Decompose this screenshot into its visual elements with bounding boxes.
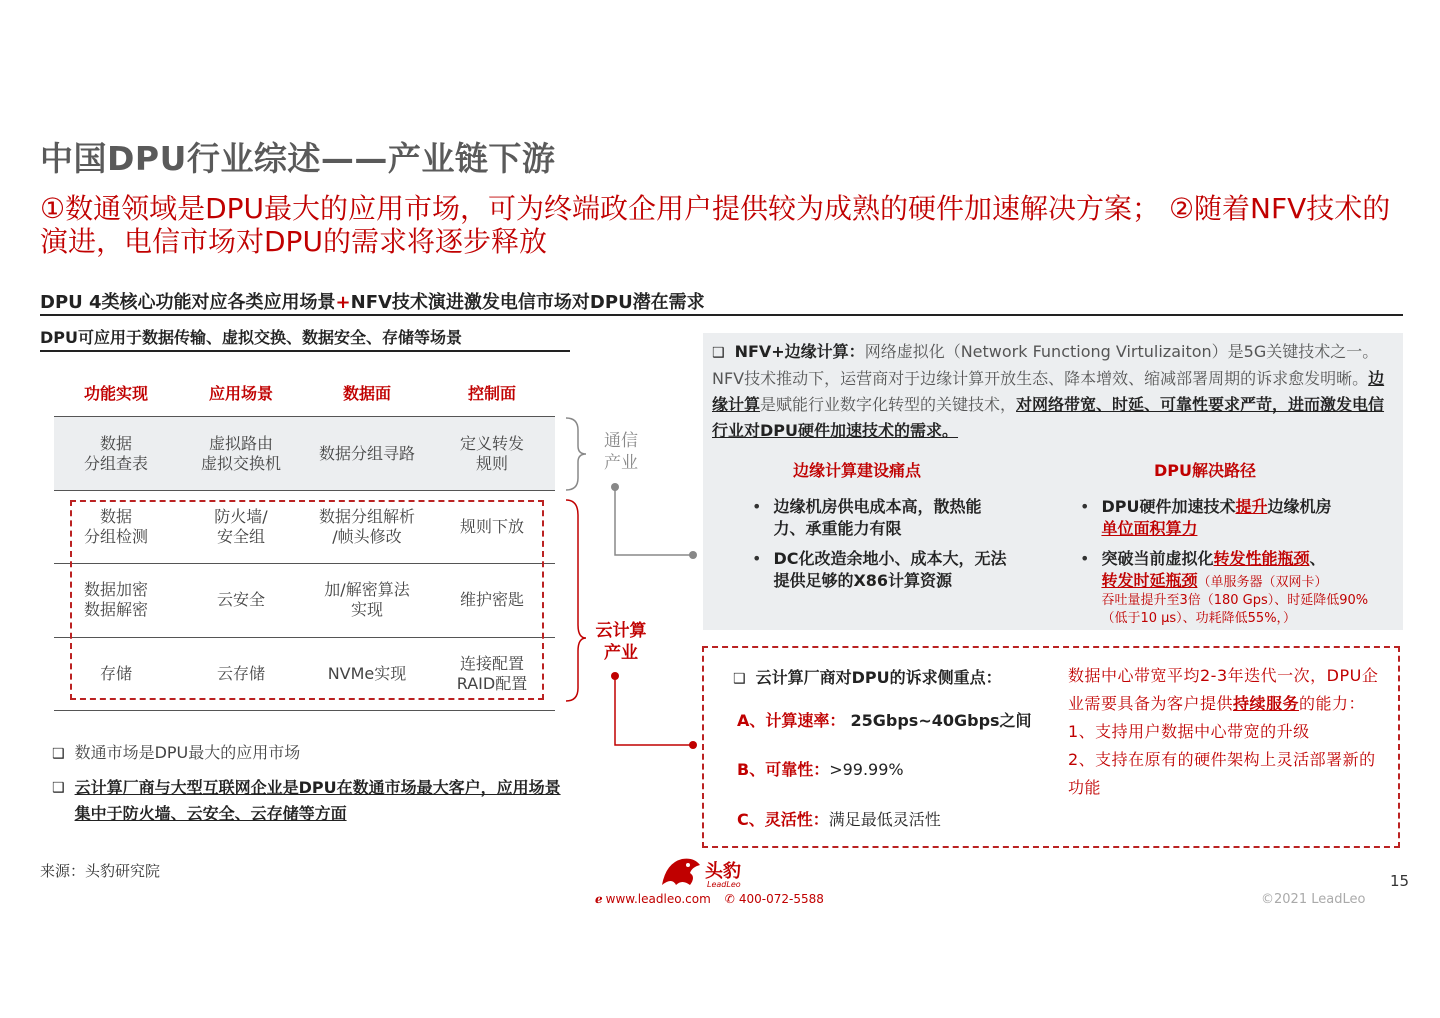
telecom-industry-label: 通信 产业: [604, 431, 638, 473]
table-cell: NVMe实现: [327, 663, 407, 683]
table-cell: 规则下放: [459, 516, 524, 536]
table-cell: 数据 分组检测: [83, 506, 148, 546]
leopard-logo-icon: [660, 855, 702, 889]
table-cell: 维护密匙: [459, 589, 524, 609]
cloud-requirement-speed: A、计算速率： 25Gbps~40Gbps之间: [737, 711, 1032, 730]
checkbox-bullet-icon: ❑: [52, 780, 65, 796]
website-link[interactable]: www.leadleo.com: [605, 892, 711, 906]
table-cell: 云安全: [216, 589, 265, 609]
table-cell: 定义转发 规则: [459, 433, 524, 473]
phone-icon: ✆: [724, 892, 735, 906]
cloud-requirement-reliability: B、可靠性：>99.99%: [737, 760, 904, 779]
table-header-function: 功能实现: [83, 384, 148, 403]
section-heading-part1: DPU 4类核心功能对应各类应用场景: [40, 292, 336, 313]
left-note-2: ❑ 云计算厂商与大型互联网企业是DPU在数通市场最大客户，应用场景集中于防火墙、云安全、云存储等方面: [52, 775, 572, 827]
phone-number: 400-072-5588: [738, 892, 824, 906]
table-cell: 数据加密 数据解密: [83, 579, 148, 619]
page-subtitle: ①数通领域是DPU最大的应用市场，可为终端政企用户提供较为成熟的硬件加速解决方案； ②随着NFV技术的演进，电信市场对DPU的需求将逐步释放: [40, 192, 1391, 258]
left-note-1: ❑ 数通市场是DPU最大的应用市场: [52, 743, 301, 762]
table-cell: 加/解密算法 实现: [324, 579, 410, 619]
left-subheading: DPU可应用于数据传输、虚拟交换、数据安全、存储等场景: [40, 328, 463, 347]
solution-item: • 突破当前虚拟化转发性能瓶颈、 转发时延瓶颈（单服务器（双网卡） 吞吐量提升至3倍（180 Gps）、时延降低90%（低于10 μs）、功耗降低55%，）: [1080, 549, 1369, 626]
page-title: 中国DPU行业综述——产业链下游: [40, 139, 556, 178]
logo-text: 头豹: [705, 861, 741, 882]
table-header-scenario: 应用场景: [208, 384, 273, 403]
section-heading-plus: +: [335, 292, 351, 313]
checkbox-bullet-icon: ❑: [712, 345, 725, 361]
table-cell: 云存储: [216, 663, 265, 683]
cloud-industry-label: 云计算 产业: [595, 621, 647, 663]
table-cell: 数据 分组查表: [83, 433, 148, 473]
footer-contact: [595, 892, 824, 906]
table-header-dataplane: 数据面: [342, 384, 391, 403]
copyright: ©2021 LeadLeo: [1261, 892, 1366, 907]
pain-point-item: • 边缘机房供电成本高，散热能力、承重能力有限: [752, 497, 982, 538]
cloud-service-note: 数据中心带宽平均2-3年迭代一次，DPU企业需要具备为客户提供持续服务的能力： 1、支持用户数据中心带宽的升级 2、支持在原有的硬件架构上灵活部署新的功能: [1068, 666, 1379, 797]
pain-points-title: 边缘计算建设痛点: [793, 461, 922, 480]
table-cell: 存储: [99, 663, 132, 683]
pain-point-item: • DC化改造余地小、成本大，无法提供足够的X86计算资源: [752, 549, 1007, 590]
cloud-question: ❑ 云计算厂商对DPU的诉求侧重点：: [733, 668, 1002, 687]
checkbox-bullet-icon: ❑: [733, 671, 746, 687]
source-note: 来源：头豹研究院: [40, 862, 161, 880]
logo-subtext: LeadLeo: [707, 880, 741, 889]
solution-item: • DPU硬件加速技术提升边缘机房 单位面积算力: [1080, 497, 1332, 538]
table-cell: 数据分组解析 /帧头修改: [318, 506, 415, 546]
table-cell: 虚拟路由 虚拟交换机: [200, 433, 281, 473]
solution-title: DPU解决路径: [1154, 461, 1257, 480]
section-heading-part2: NFV技术演进激发电信市场对DPU潜在需求: [350, 292, 705, 313]
table-header-controlplane: 控制面: [467, 384, 516, 403]
cloud-requirement-flexibility: C、灵活性：满足最低灵活性: [737, 810, 941, 829]
nfv-description: ❑ NFV+边缘计算：网络虚拟化（Network Functiong Virtulizaiton）是5G关键技术之一。NFV技术推动下，运营商对于边缘计算开放生态、降本增效、缩减部署周期的诉求愈发明晰。边缘计算是赋能行业数字化转型的关键技术，对网络带宽、时延、可靠性要求严苛，进而激发电信行业对DPU硬件加速技术的需求。: [712, 342, 1385, 440]
checkbox-bullet-icon: ❑: [52, 746, 65, 762]
table-cell: 数据分组寻路: [318, 443, 415, 463]
page-number: 15: [1390, 872, 1410, 890]
table-cell: 防火墙/ 安全组: [214, 506, 268, 546]
table-cell: 连接配置 RAID配置: [456, 653, 528, 693]
web-icon: ℯ: [595, 892, 603, 906]
